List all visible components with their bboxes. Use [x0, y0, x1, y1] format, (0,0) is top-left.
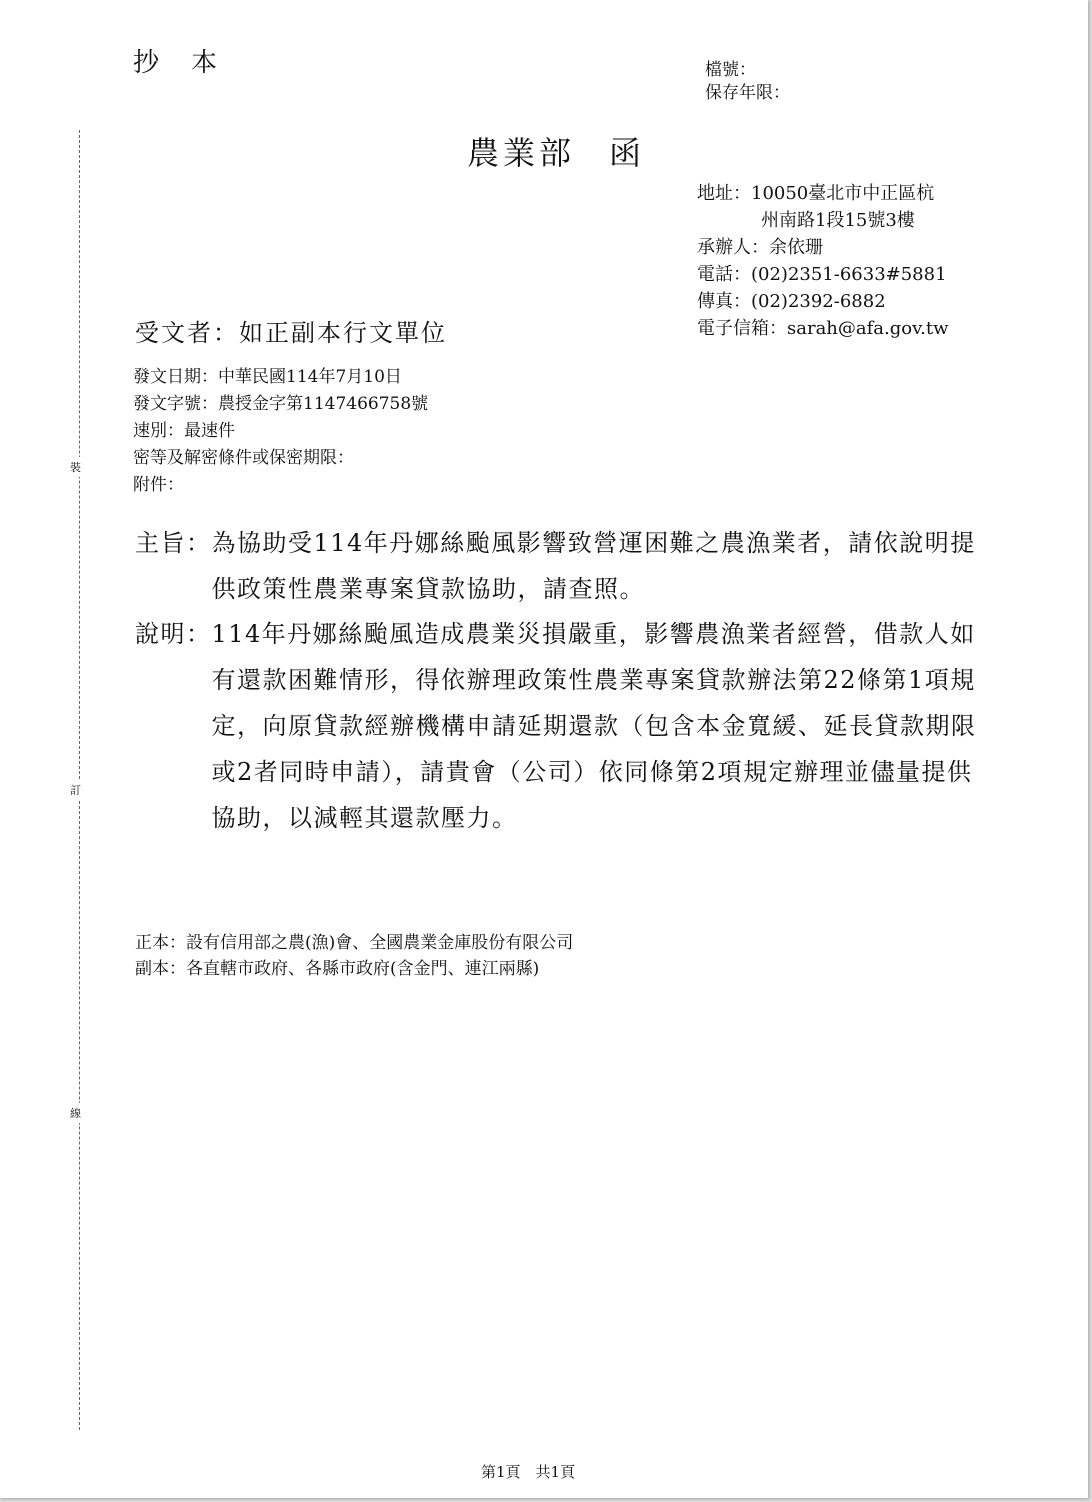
- speed-class: 速別：最速件: [133, 421, 235, 441]
- secrecy-level: 密等及解密條件或保密期限：: [133, 448, 354, 468]
- address-line-2: 州南路1段15號3樓: [761, 210, 915, 231]
- file-info: [705, 59, 790, 105]
- distribution-list: [135, 930, 573, 982]
- agency-name: 農業部: [467, 134, 576, 172]
- attachments: 附件：: [133, 475, 184, 495]
- fax-number: 傳真：(02)2392-6882: [697, 291, 886, 312]
- description-paragraph: [135, 611, 985, 841]
- original-recipients: 正本：設有信用部之農(漁)會、全國農業金庫股份有限公司: [135, 933, 574, 953]
- email-address: 電子信箱：sarah@afa.gov.tw: [697, 318, 949, 339]
- document-number: 發文字號：農授金字第1147466758號: [133, 394, 429, 414]
- binding-mark-ding: 訂: [70, 780, 81, 800]
- subject-text: 為協助受114年丹娜絲颱風影響致營運困難之農漁業者，請依說明提供政策性農業專案貸款協助，請查照。: [211, 529, 976, 603]
- document-meta: [133, 364, 428, 499]
- phone-number: 電話：(02)2351-6633#5881: [697, 264, 947, 285]
- recipient: 受文者：如正副本行文單位: [135, 319, 447, 347]
- copy-recipients: 副本：各直轄市政府、各縣市政府(含金門、連江兩縣): [135, 959, 540, 979]
- issue-date: 發文日期：中華民國114年7月10日: [133, 367, 402, 387]
- file-number-label: 檔號：: [705, 60, 756, 80]
- description-label: 說明：: [135, 620, 212, 648]
- retention-label: 保存年限：: [705, 83, 790, 103]
- address-block: [697, 180, 949, 342]
- copy-mark-char-2: 本: [191, 48, 220, 78]
- address-line-1: 地址：10050臺北市中正區杭: [697, 183, 935, 204]
- document-title: [467, 128, 645, 174]
- copy-mark-char-1: 抄: [133, 48, 162, 78]
- page-footer: 第1頁 共1頁: [481, 1463, 576, 1481]
- description-text: 114年丹娜絲颱風造成農業災損嚴重，影響農漁業者經營，借款人如有還款困難情形，得依辦理政策性農業專案貸款辦法第22條第1項規定，向原貸款經辦機構申請延期還款（包含本金寬緩、延長貸款期限或2者同時申請），請貴會（公司）依同條第2項規定辦理並儘量提供協助，以減輕其還款壓力。: [211, 620, 977, 832]
- copy-mark: [133, 42, 219, 79]
- binding-mark-xian: 線: [70, 1103, 81, 1123]
- subject-paragraph: [135, 520, 985, 612]
- document-type: 函: [609, 134, 646, 172]
- binding-mark-zhuang: 裝: [70, 457, 81, 477]
- subject-label: 主旨：: [135, 529, 212, 557]
- contact-person: 承辦人：余依珊: [697, 237, 823, 258]
